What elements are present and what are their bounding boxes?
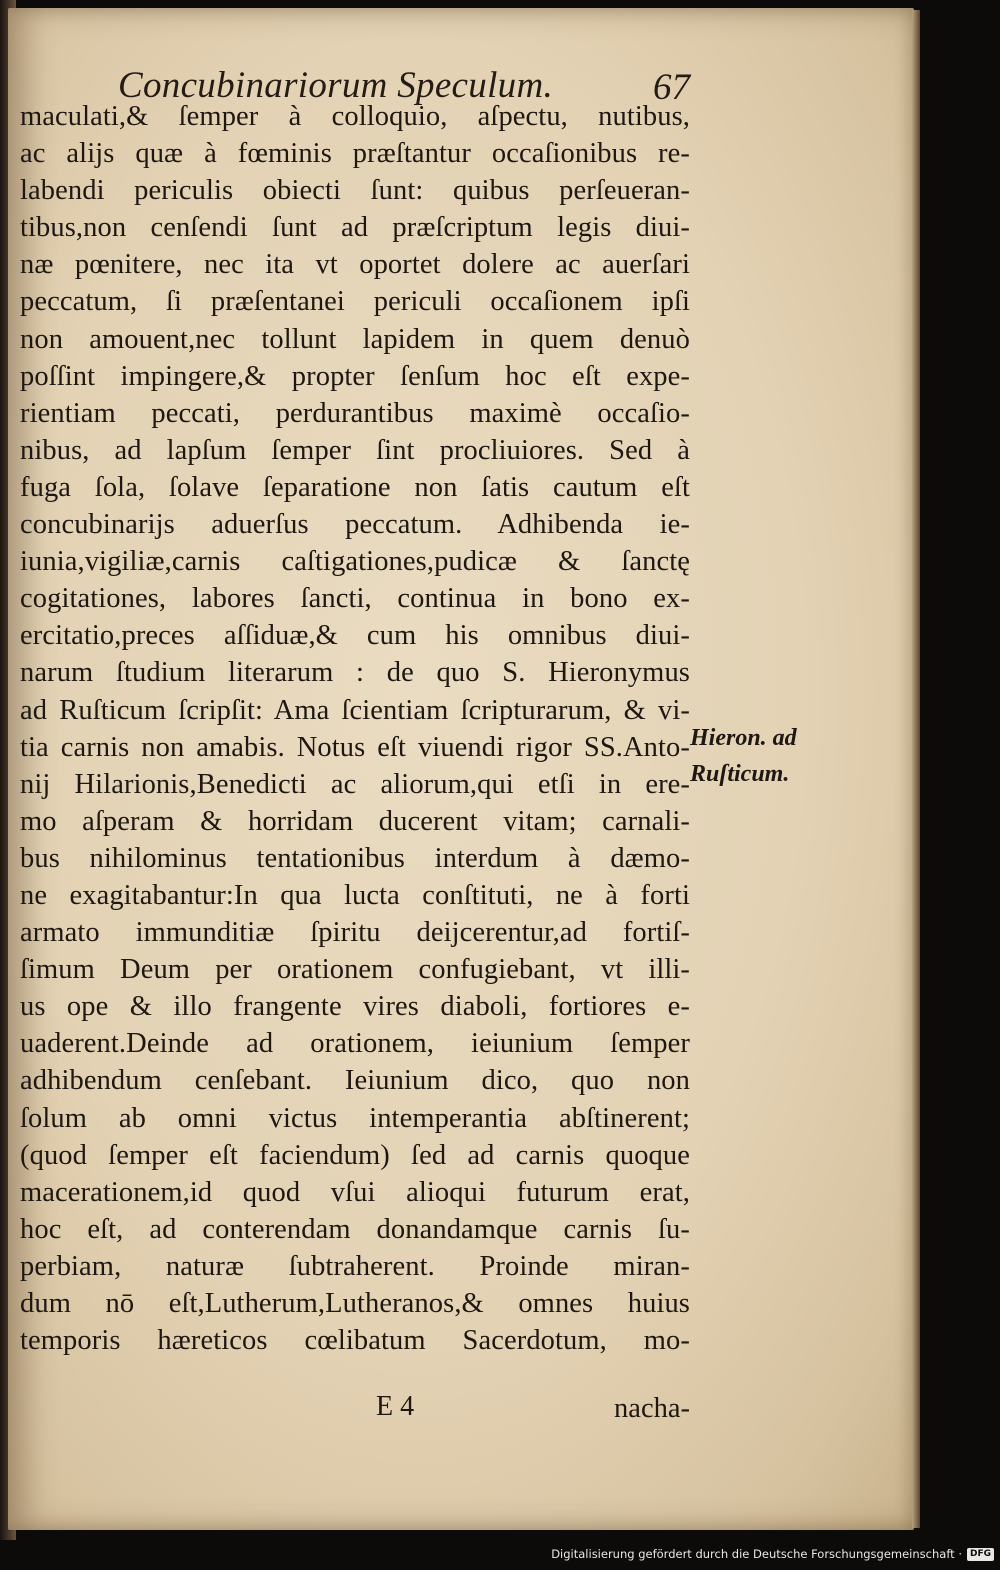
digitization-credit <box>551 1547 994 1561</box>
text-line: adhibendum cenſebant. Ieiunium dico, quo non <box>20 1065 690 1097</box>
text-line: nij Hilarionis,Benedicti ac aliorum,qui etſi in ere- <box>20 768 690 800</box>
text-line: peccatum, ſi præſentanei periculi occaſionem ipſi <box>20 286 690 318</box>
dfg-logo: DFG <box>967 1548 994 1561</box>
text-line: tibus,non cenſendi ſunt ad præſcriptum legis diui- <box>20 212 690 244</box>
text-line: mo aſperam & horridam ducerent vitam; carnali- <box>20 805 690 837</box>
text-line: cogitationes, labores ſancti, continua in bono ex- <box>20 583 690 615</box>
text-line: ercitatio,preces aſſiduæ,& cum his omnibus diui- <box>20 620 690 652</box>
text-line: perbiam, naturæ ſubtraherent. Proinde miran- <box>20 1250 690 1282</box>
text-line: nibus, ad lapſum ſemper ſint procliuiores. Sed à <box>20 434 690 466</box>
text-line: poſſint impingere,& propter ſenſum hoc eſt expe- <box>20 360 690 392</box>
text-line: ne exagitabantur:In qua lucta conſtituti, ne à forti <box>20 879 690 911</box>
text-line: tia carnis non amabis. Notus eſt viuendi rigor SS.Anto- <box>20 731 690 763</box>
text-line: iunia,vigiliæ,carnis caſtigationes,pudicæ & ſanctę <box>20 546 690 578</box>
running-title: Concubinariorum Speculum. <box>118 65 554 106</box>
text-line: labendi periculis obiecti ſunt: quibus perſeueran- <box>20 175 690 207</box>
page-edge <box>912 10 920 1528</box>
signature-mark: E 4 <box>376 1391 415 1422</box>
margin-note-line: Hieron. ad <box>690 725 797 751</box>
page-footer <box>20 1391 690 1431</box>
text-line: macerationem,id quod vſui alioqui futurum erat, <box>20 1176 690 1208</box>
text-line: uaderent.Deinde ad orationem, ieiunium ſemper <box>20 1028 690 1060</box>
text-line: fuga ſola, ſolave ſeparatione non ſatis cautum eſt <box>20 471 690 503</box>
body-text <box>20 98 690 1359</box>
text-line: ſimum Deum per orationem confugiebant, vt illi- <box>20 954 690 986</box>
catchword: nacha- <box>614 1393 690 1424</box>
text-line: bus nihilominus tentationibus interdum à dæmo- <box>20 842 690 874</box>
text-line: maculati,& ſemper à colloquio, aſpectu, nutibus, <box>20 101 690 132</box>
text-line: non amouent,nec tollunt lapidem in quem denuò <box>20 323 690 355</box>
margin-note <box>690 720 820 792</box>
text-line: næ pœnitere, nec ita vt oportet dolere ac auerſari <box>20 249 690 281</box>
text-line: ad Ruſticum ſcripſit: Ama ſcientiam ſcripturarum, & vi- <box>20 694 690 726</box>
text-line: temporis hæreticos cœlibatum Sacerdotum, mo- <box>20 1325 690 1357</box>
text-line: concubinarijs aduerſus peccatum. Adhibenda ie- <box>20 509 690 541</box>
text-line: us ope & illo frangente vires diaboli, fortiores e- <box>20 991 690 1023</box>
text-line: ſolum ab omni victus intemperantia abſtinerent; <box>20 1102 690 1134</box>
text-line: rientiam peccati, perdurantibus maximè occaſio- <box>20 397 690 429</box>
text-line: ac alijs quæ à fœminis præſtantur occaſionibus re- <box>20 138 690 170</box>
text-line: armato immunditiæ ſpiritu deijcerentur,ad fortiſ- <box>20 917 690 949</box>
credit-text: Digitalisierung gefördert durch die Deutsche Forschungsgemeinschaft · <box>551 1547 962 1561</box>
page-number: 67 <box>653 67 690 108</box>
text-line: (quod ſemper eſt faciendum) ſed ad carnis quoque <box>20 1139 690 1171</box>
text-line: hoc eſt, ad conterendam donandamque carnis ſu- <box>20 1213 690 1245</box>
margin-note-line: Ruſticum. <box>690 761 790 787</box>
text-line: narum ſtudium literarum : de quo S. Hieronymus <box>20 657 690 689</box>
text-line: dum nō eſt,Lutherum,Lutheranos,& omnes huius <box>20 1288 690 1319</box>
